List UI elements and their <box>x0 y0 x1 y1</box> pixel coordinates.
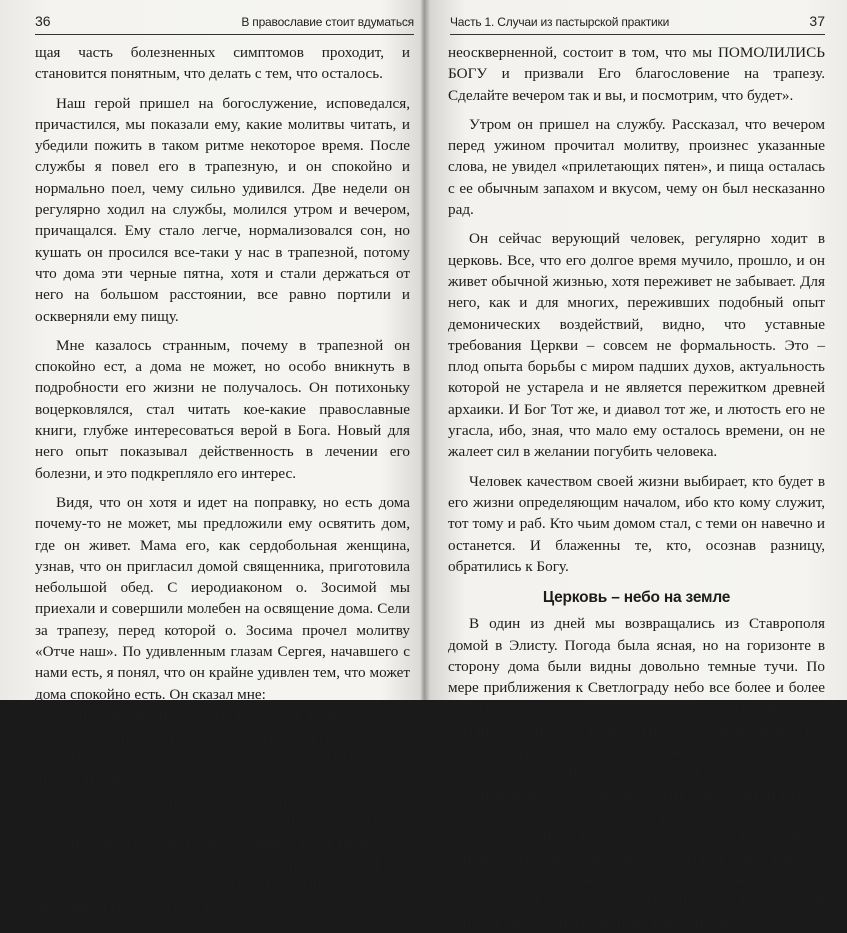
left-running-title: В православие стоит вдуматься <box>241 15 414 29</box>
dialogue-line: – Нет, я молюсь утром и вечером, как вы сказали, и думал, что это все. <box>35 749 410 788</box>
left-page-number: 36 <box>35 13 51 29</box>
paragraph: В один из дней мы возвращались из Ставрополя домой в Элисту. Погода была ясная, но на горизонте в сторону дома были видны довольно темные тучи. По мере приближения к Светлограду небо все более и более заволакивало свинцовыми тучами, так что свет фар стал хорошо виден на асфальте. Никогда еще не видел так плотно закрытого неба, что днем стало почти как поздним вечером. В какой-то момент в тучах образовался небольшой просвет, и яркий, почти осязаемый луч света пробился к земле, высветив на фоне темного поля яркое солнечное пятно с довольно четкими границами. Очень эпичное, красивое зрелище открылось недалеко от дороги. Люди останавливались, снимали на телефоны, любовались, входили в это освещенное место и на фоне окружающей черноты светились как ангелы. <box>448 615 825 931</box>
section-heading: Церковь – небо на земле <box>542 589 731 607</box>
paragraph: Видя, что он хотя и идет на поправку, но есть дома почему-то не может, мы предложили ему освятить дом, где он живет. Мама его, как сердобольная женщина, узнав, что он пригласил домой священника, приготовила небольшой обед. С иеродиаконом о. Зосимой мы приехали и совершили молебен на освящение дома. Сели за трапезу, перед которой о. Зосима прочел молитву «Отче наш». По удивленным глазам Сергея, начавшего с нами есть, я понял, что он крайне удивлен тем, что может дома спокойно есть. Он сказал мне: <box>35 493 410 703</box>
right-running-head <box>450 13 825 35</box>
left-page <box>0 0 424 916</box>
dialogue-line: – Это, наверно, потому, что вы у нас в доме. <box>56 706 341 724</box>
dialogue-line: – В следующий раз, когда захотите есть, перед тем, как подойти к столу, прочитайте молитву «Отче наш» и скажите: «Благослови, Господи, трапезу раба Твоего, ибо Ты благословен во веки» и перекреститесь. Потом расскажите мне, что произойдет. Главный секрет того, что пища для вас оказалась <box>35 792 410 916</box>
paragraph: Человек качеством своей жизни выбирает, кто будет в его жизни определяющим началом, ибо кто кому служит, тот тому и раб. Кто чьим домом стал, с теми он навечно и останется. И блаженны те, кто, осознав разницу, обратились к Богу. <box>448 472 825 575</box>
paragraph: Он сейчас верующий человек, регулярно ходит в церковь. Все, что его долгое время мучило, прошло, и он живет обычной жизнью, хотя переживет не забывает. Для него, как и для многих, переживших подобный опыт демонических воздействий, видно, что уставные требования Церкви – совсем не формальность. Это – плод опыта борьбы с миром падших духов, актуальность которой не устарела и не является пережитком древней архаики. И Бог Тот же, и диавол тот же, и лютость его не угасла, ибо, зная, что мало ему осталось времени, он не жалеет сил в желании погубить человека. <box>448 230 825 461</box>
right-page-number: 37 <box>809 13 825 29</box>
right-page <box>424 0 847 931</box>
paragraph: Мне казалось странным, почему в трапезной он спокойно ест, а дома не может, но особо вникнуть в подробности его жизни не получалось. Он потихоньку воцерковлялся, стал читать кое-какие православные книги, глубже интересоваться верой в Бога. Новый для него опыт показывал действенность в лечении его болезни, и это подкрепляло его интерес. <box>35 336 410 482</box>
right-running-title: Часть 1. Случаи из пастырской практики <box>450 15 670 29</box>
left-running-head <box>35 13 414 35</box>
right-page-text <box>448 42 825 933</box>
dialogue-line: – Вы молитесь перед едой? – спрашиваю его. <box>56 728 350 746</box>
paragraph: щая часть болезненных симптомов проходит, и становится понятным, что делать с тем, что осталось. <box>35 44 410 83</box>
paragraph: Наш герой пришел на богослужение, исповедался, причастился, мы показали ему, какие молитвы читать, и убедили пожить в таком ритме некоторое время. После службы я повел его в трапезную, и он спокойно и нормально поел, чему сильно удивился. Две недели он регулярно ходил на службы, молился утром и вечером, причащался. Ему стало легче, нормализовался сон, но кушать он просился все-таки у нас в трапезной, потому что дома эти черные пятна, хотя и стали держаться от него на большом расстоянии, все равно портили и оскверняли ему пищу. <box>35 94 410 325</box>
left-page-text <box>35 42 410 918</box>
paragraph: неоскверненной, состоит в том, что мы ПОМОЛИЛИСЬ БОГУ и призвали Его благословение на трапезу. Сделайте вечером так и вы, и посмотрим, что будет». <box>448 44 825 104</box>
paragraph: Утром он пришел на службу. Рассказал, что вечером перед ужином прочитал молитву, произнес указанные слова, не увидел «прилетающих пятен», и пища осталась с ее обычным запахом и вкусом, чему он был несказанно рад. <box>448 115 825 219</box>
